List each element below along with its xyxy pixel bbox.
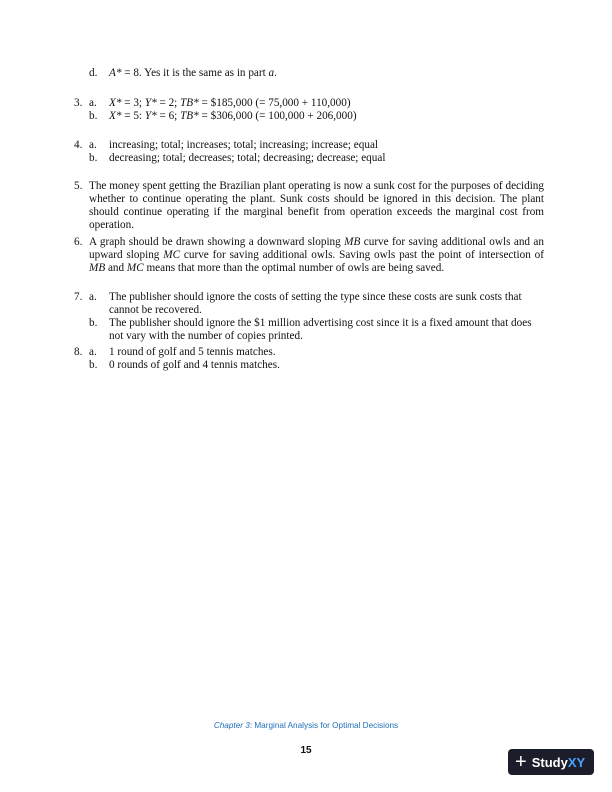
item-letter: d. [89,67,98,79]
answer-text: = 8. Yes it is the same as in part [121,67,269,79]
answer-text: decreasing; total; decreases; total; decreasing; decrease; equal [109,152,386,164]
answer-3 [74,97,544,123]
answer-text: means that more than the optimal number of owls are being saved. [143,262,445,274]
answer-text: and [105,262,127,274]
item-letter: b. [89,152,98,164]
answer-2d [74,67,544,80]
answer-text: increasing; total; increases; total; increasing; increase; equal [109,139,379,151]
math-var: MC [163,249,181,261]
answer-text: curve for saving additional owls and an upward sloping [89,236,544,261]
answer-4 [74,139,544,165]
question-number: 5. [74,180,83,192]
punct: . [274,67,277,79]
answer-8 [74,346,544,372]
item-letter: b. [89,110,98,122]
question-number: 6. [74,236,83,248]
item-letter: a. [89,346,97,358]
math-var: MB [89,262,106,274]
answer-text: 1 round of golf and 5 tennis matches. [109,346,276,358]
brand-accent: XY [567,754,586,770]
item-letter: a. [89,139,97,151]
answer-text: = 5: [121,110,145,122]
answer-text: = 2; [156,97,181,109]
answer-text: 0 rounds of golf and 4 tennis matches. [109,359,280,371]
answer-7 [74,291,544,343]
question-number: 7. [74,291,83,303]
answer-text: The publisher should ignore the $1 million advertising cost since it is a fixed amount that does not vary with the number of copies printed. [109,317,532,342]
question-number: 4. [74,139,83,151]
item-letter: b. [89,359,98,371]
math-var: Y* [144,97,157,109]
brand-text: Study [531,754,568,770]
item-letter: a. [89,97,97,109]
answer-6 [74,236,544,275]
answer-text: The publisher should ignore the costs of setting the type since these costs are sunk costs that cannot be recovered. [109,291,522,316]
math-var: A* [109,67,122,79]
math-var: Y* [144,110,157,122]
answer-5 [74,180,544,232]
chapter-title: : Marginal Analysis for Optimal Decisions [249,721,399,730]
studyxy-badge[interactable] [508,749,594,775]
question-number: 3. [74,97,83,109]
answer-text: = $185,000 (= 75,000 + 110,000) [198,97,351,109]
answer-text: The money spent getting the Brazilian plant operating is now a sunk cost for the purposes of deciding whether to continue operating the plant. Sunk costs should be ignored in this decision. The plant should continue operating if the marginal benefit from operation exceeds the marginal cost from operation. [89,180,544,231]
chapter-footer [0,719,612,732]
math-var: TB* [180,110,199,122]
page-number: 15 [300,745,312,756]
math-var: X* [109,97,122,109]
math-var: MB [344,236,361,248]
item-letter: a. [89,291,97,303]
plus-icon: + [515,751,527,773]
question-number: 8. [74,346,83,358]
answer-text: = $306,000 (= 100,000 + 206,000) [198,110,357,122]
answer-text: curve for saving additional owls. Saving owls past the point of intersection of [180,249,544,261]
item-letter: b. [89,317,98,329]
answer-text: = 6; [156,110,181,122]
brand-name [532,756,585,769]
part-ref: a [268,67,275,79]
chapter-label: Chapter 3 [213,721,250,730]
math-var: TB* [180,97,199,109]
answer-text: A graph should be drawn showing a downward sloping [89,236,345,248]
math-var: X* [109,110,122,122]
answer-text: = 3; [121,97,145,109]
math-var: MC [126,262,144,274]
